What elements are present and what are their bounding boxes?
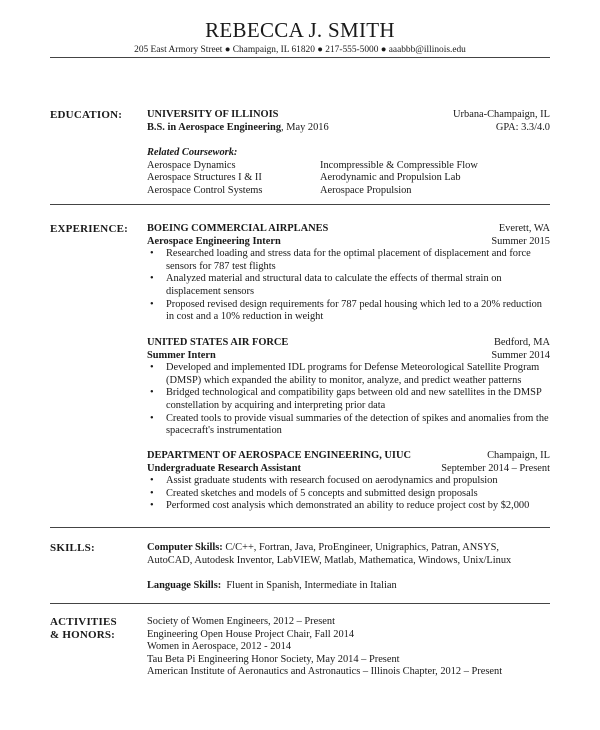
job-bullets bbox=[147, 475, 550, 513]
job-dates: Summer 2015 bbox=[491, 235, 550, 247]
job-air-force bbox=[147, 337, 550, 438]
experience-divider bbox=[50, 527, 550, 528]
job-bullet: • Created tools to provide visual summaries of the detection of spikes and anomalies from the spacecraft's instrumentation bbox=[147, 413, 550, 438]
contact-line: 205 East Armory Street ● Champaign, IL 61820 ● 217-555-5000 ● aaabbb@illinois.edu bbox=[134, 45, 466, 55]
job-bullet: • Created sketches and models of 5 concepts and submitted design proposals bbox=[147, 488, 550, 501]
education-section bbox=[147, 109, 550, 198]
job-bullets bbox=[147, 362, 550, 438]
job-uiuc bbox=[147, 450, 550, 513]
computer-skills-line2: AutoCAD, Autodesk Inventor, LabVIEW, Matlab, Mathematica, Windows, Unix/Linux bbox=[147, 554, 512, 566]
gpa: GPA: 3.3/4.0 bbox=[495, 121, 550, 133]
activity-item: Society of Women Engineers, 2012 – Present bbox=[147, 616, 335, 627]
activities-list bbox=[147, 616, 550, 679]
header-divider bbox=[50, 57, 550, 58]
job-role: Summer Intern bbox=[147, 349, 216, 361]
skills-section bbox=[147, 542, 550, 593]
education-divider bbox=[50, 204, 550, 205]
job-bullet: • Proposed revised design requirements for 787 pedal housing which led to a 20% reduction in cost and a 10% reduction in weight bbox=[147, 299, 550, 324]
job-org: BOEING COMMERCIAL AIRPLANES bbox=[147, 223, 329, 234]
coursework-label: Related Coursework: bbox=[147, 147, 238, 159]
job-dates: Summer 2014 bbox=[491, 349, 550, 361]
degree: B.S. in Aerospace Engineering bbox=[147, 121, 282, 133]
job-bullet: • Assist graduate students with research focused on aerodynamics and propulsion bbox=[147, 475, 550, 488]
skills-heading: SKILLS: bbox=[50, 542, 95, 554]
job-org: UNITED STATES AIR FORCE bbox=[147, 337, 289, 348]
job-bullet: • Analyzed material and structural data to calculate the effects of thermal strain on displacement sensors bbox=[147, 273, 550, 298]
activities-heading-line1: ACTIVITIES bbox=[50, 616, 117, 628]
job-location: Champaign, IL bbox=[487, 450, 550, 461]
job-bullets bbox=[147, 248, 550, 324]
coursework-list bbox=[147, 160, 550, 198]
activity-item: Engineering Open House Project Chair, Fall 2014 bbox=[147, 628, 355, 640]
experience-heading: EXPERIENCE: bbox=[50, 223, 128, 235]
job-boeing bbox=[147, 223, 550, 324]
job-bullet: • Bridged technological and compatibility gaps between old and new satellites in the DMSP constellation by acquiring and interpreting prior data bbox=[147, 387, 550, 412]
course-item: Aerospace Control Systems bbox=[147, 184, 263, 196]
job-location: Bedford, MA bbox=[494, 337, 550, 348]
language-skills-value: Fluent in Spanish, Intermediate in Italian bbox=[221, 580, 397, 592]
course-item: Aerodynamic and Propulsion Lab bbox=[320, 172, 461, 184]
computer-skills-label: Computer Skills: bbox=[147, 542, 223, 553]
activity-item: Tau Beta Pi Engineering Honor Society, May 2014 – Present bbox=[147, 653, 400, 665]
skills-divider bbox=[50, 603, 550, 604]
computer-skills-line1: C/C++, Fortran, Java, ProEngineer, Unigraphics, Patran, ANSYS, bbox=[222, 542, 499, 553]
job-role: Aerospace Engineering Intern bbox=[147, 235, 281, 247]
school-location: Urbana-Champaign, IL bbox=[453, 109, 550, 120]
school-name: UNIVERSITY OF ILLINOIS bbox=[147, 109, 279, 120]
activity-item: American Institute of Aeronautics and Astronautics – Illinois Chapter, 2012 – Present bbox=[147, 666, 503, 678]
education-heading: EDUCATION: bbox=[50, 109, 123, 121]
job-org: DEPARTMENT OF AEROSPACE ENGINEERING, UIUC bbox=[147, 450, 411, 461]
activities-heading bbox=[50, 616, 117, 642]
course-item: Aerospace Dynamics bbox=[147, 159, 236, 171]
job-role: Undergraduate Research Assistant bbox=[147, 462, 301, 474]
course-item: Aerospace Propulsion bbox=[320, 184, 412, 196]
activity-item: Women in Aerospace, 2012 - 2014 bbox=[147, 641, 292, 653]
course-item: Aerospace Structures I & II bbox=[147, 172, 262, 184]
resume-name: REBECCA J. SMITH bbox=[205, 18, 395, 42]
degree-date: , May 2016 bbox=[281, 121, 329, 133]
course-item: Incompressible & Compressible Flow bbox=[320, 159, 478, 171]
activities-heading-line2: & HONORS: bbox=[50, 629, 116, 641]
language-skills-label: Language Skills: bbox=[147, 580, 222, 592]
job-bullet: • Researched loading and stress data for the optimal placement of displacement and force sensors for 787 test flights bbox=[147, 248, 550, 273]
job-location: Everett, WA bbox=[498, 223, 550, 234]
job-dates: September 2014 – Present bbox=[441, 462, 550, 474]
job-bullet: • Developed and implemented IDL programs for Defense Meteorological Satellite Program (DMSP) which expanded the ability to monitor, analyze, and predict weather patterns bbox=[147, 362, 550, 387]
job-bullet: • Performed cost analysis which demonstrated an ability to reduce project cost by $2,000 bbox=[147, 500, 550, 513]
